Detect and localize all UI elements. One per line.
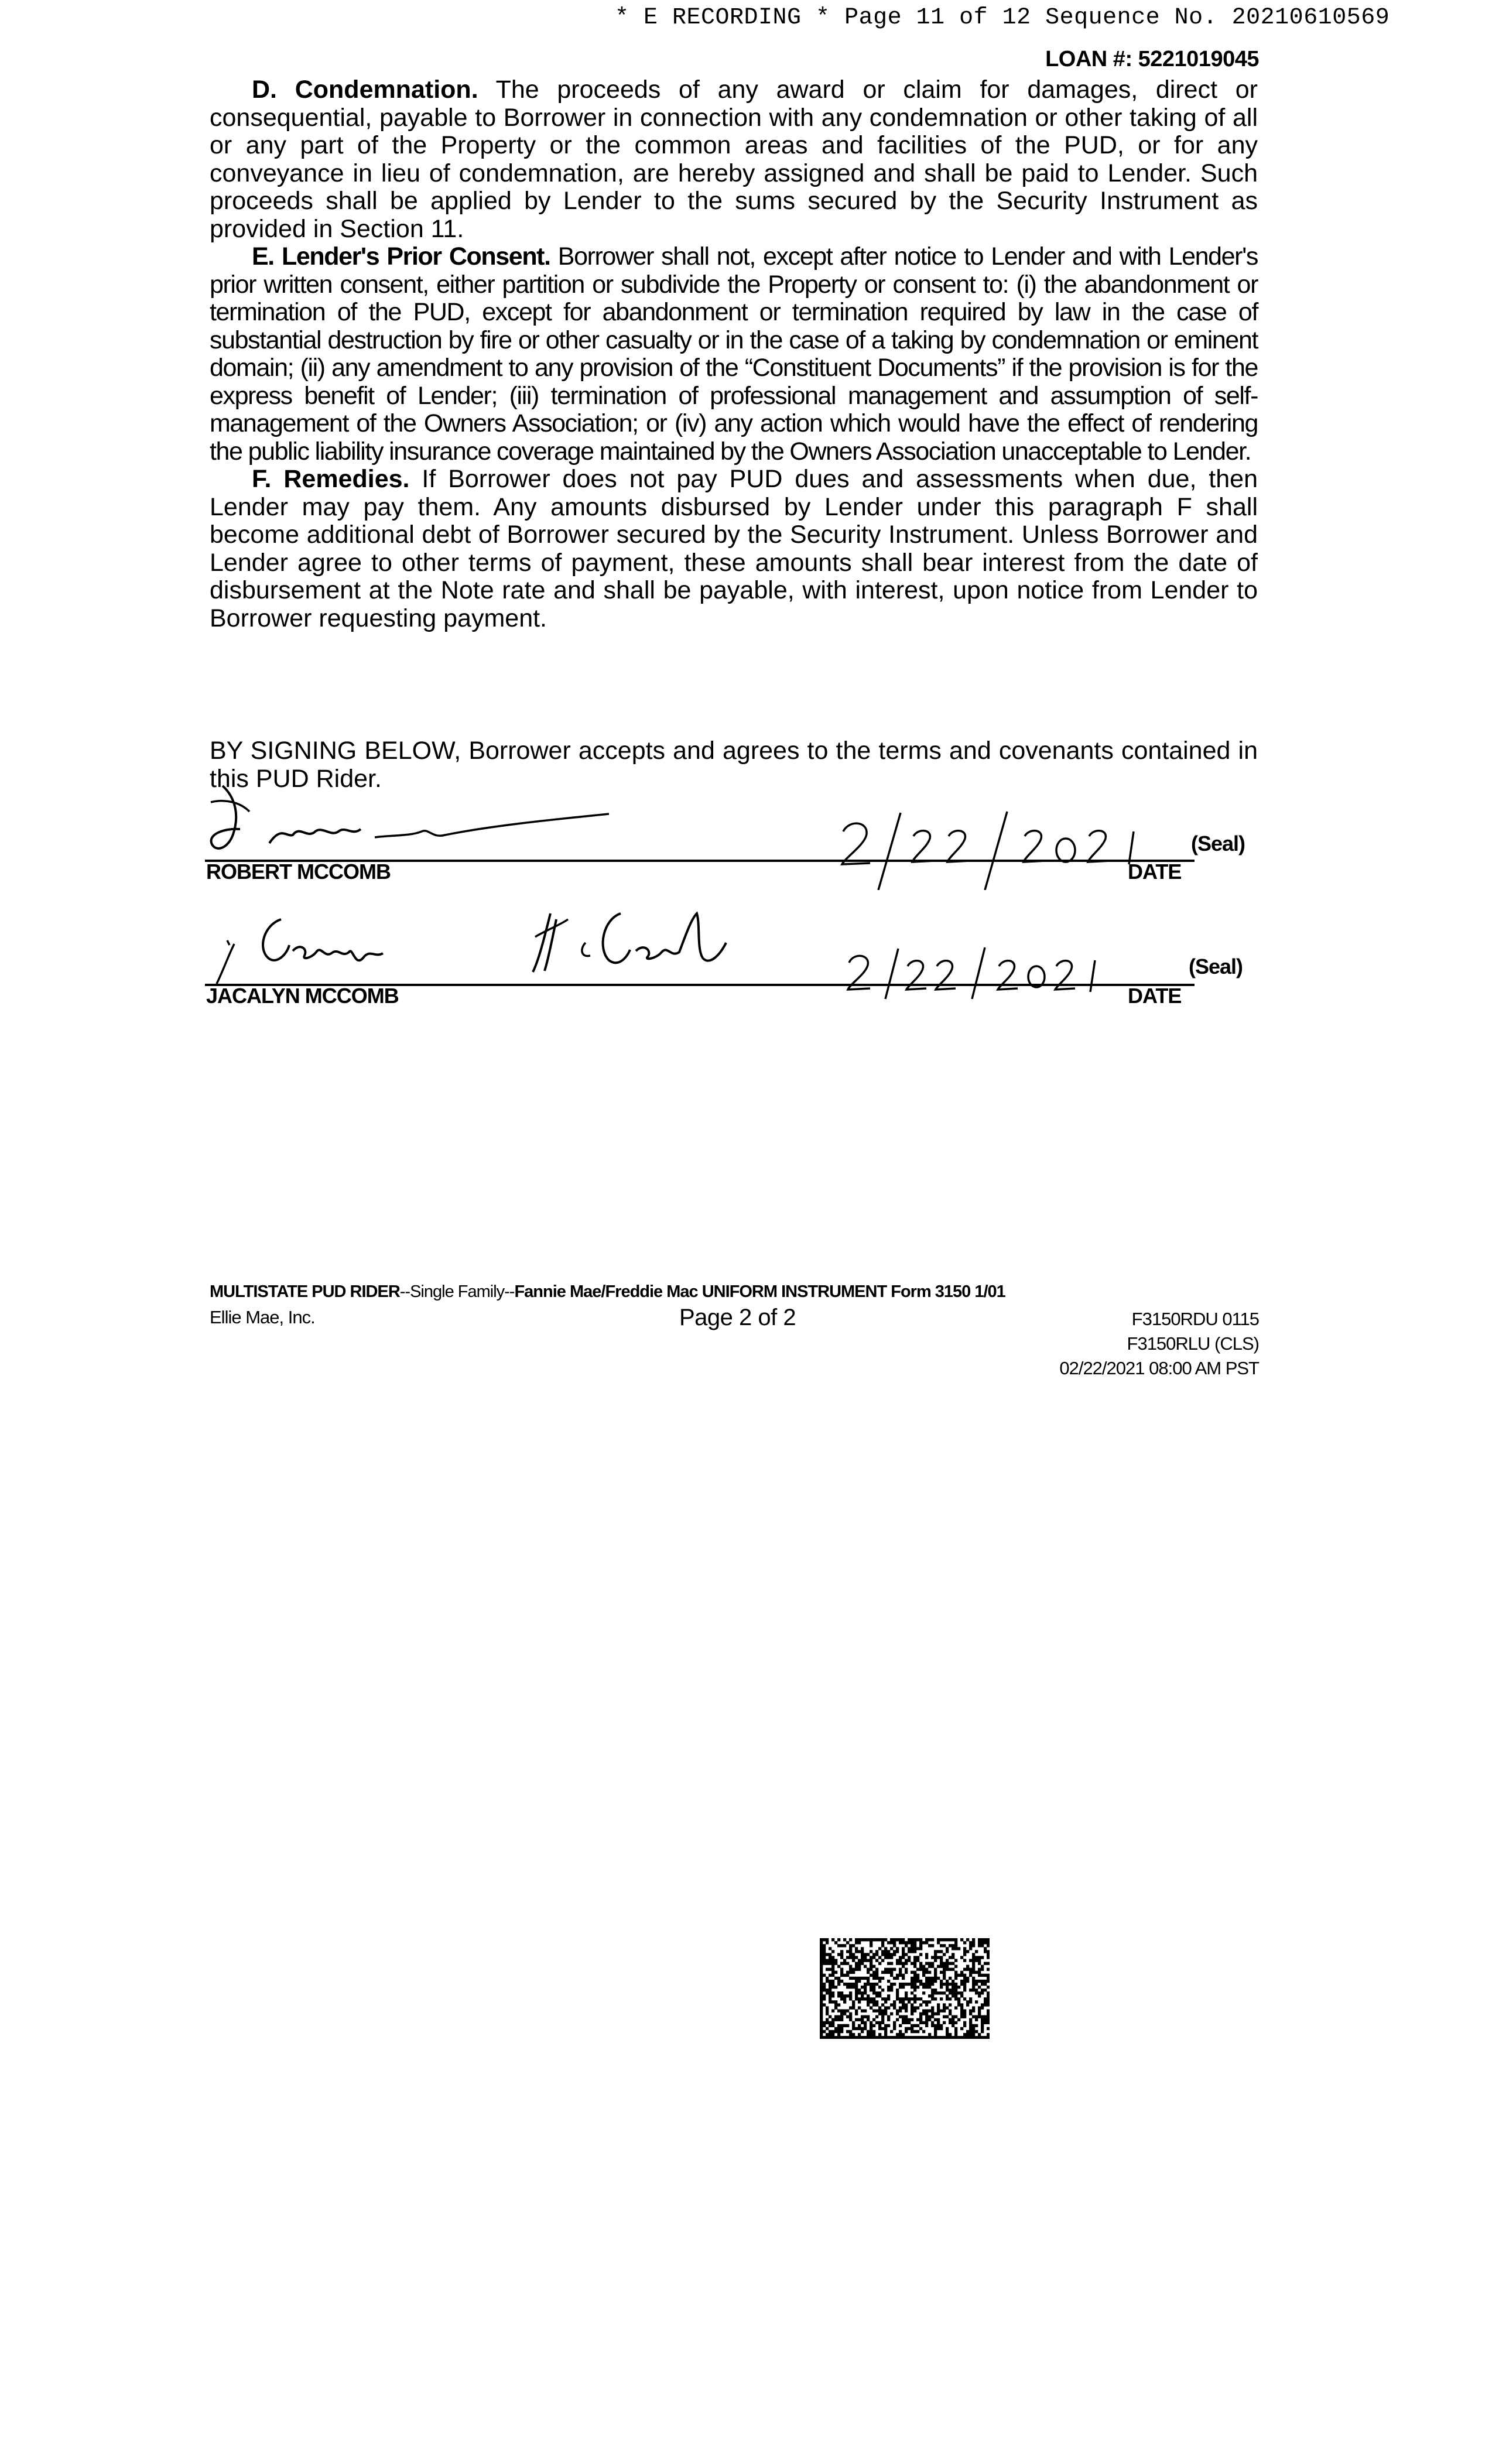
section-text: Borrower shall not, except after notice to Lender and with Lender's prior written consent, either partition or subdivide the Property or consent to: (i) the abandonment or termination of the PUD, except for abandonment or termination required by law in the case of substantial destruction by fire or other casualty or in the case of a taking by condemnation or eminent domain; (ii) any amendment to any provision of the “Constituent Documents” if the provision is for the express benefit of Lender; (iii) termination of professional management and assumption of self-management of the Owners Association; or (iv) any action which would have the effect of rendering the public liability insurance coverage maintained by the Owners Association unacceptable to Lender. (210, 242, 1258, 466)
section-heading: E. Lender's Prior Consent. (252, 242, 550, 271)
section-condemnation (210, 76, 1258, 243)
signer-name: ROBERT MCCOMB (206, 860, 391, 884)
section-remedies (210, 466, 1258, 632)
form-instrument: Fannie Mae/Freddie Mac UNIFORM INSTRUMENT Form 3150 1/01 (514, 1282, 1005, 1301)
print-timestamp: 02/22/2021 08:00 AM PST (1059, 1358, 1259, 1378)
signature-jacalyn-icon (199, 902, 785, 990)
rider-body (210, 76, 1258, 632)
date-label: DATE (1128, 860, 1182, 884)
signing-intro: BY SIGNING BELOW, Borrower accepts and agrees to the terms and covenants contained in this PUD Rider. (210, 737, 1258, 793)
handwritten-date-jacalyn-icon (837, 943, 1165, 1001)
vendor-name: Ellie Mae, Inc. (210, 1307, 315, 1327)
section-prior-consent (210, 243, 1258, 466)
section-heading: F. Remedies. (252, 465, 410, 493)
form-code: F3150RDU 0115 (1131, 1309, 1259, 1329)
signer-name: JACALYN MCCOMB (206, 984, 399, 1008)
form-identifier (210, 1282, 1005, 1302)
loan-number: LOAN #: 5221019045 (1045, 47, 1259, 71)
recording-header: * E RECORDING * Page 11 of 12 Sequence No. 20210610569 (615, 5, 1390, 31)
form-codes (966, 1307, 1259, 1381)
form-title: MULTISTATE PUD RIDER (210, 1282, 400, 1301)
signature-robert-icon (199, 779, 644, 861)
2d-barcode-icon (820, 1938, 990, 2039)
section-text: If Borrower does not pay PUD dues and assessments when due, then Lender may pay them. Any amounts disbursed by Lender under this paragraph F shall become additional debt of Borrower secured by the Security Instrument. Unless Borrower and Lender agree to other terms of payment, these amounts shall bear interest from the date of disbursement at the Note rate and shall be payable, with interest, upon notice from Lender to Borrower requesting payment. (210, 465, 1258, 632)
section-heading: D. Condemnation. (252, 76, 478, 104)
section-text: The proceeds of any award or claim for damages, direct or consequential, payable to Borrower in connection with any condemnation or other taking of all or any part of the Property or the common areas and facilities of the PUD, or for any conveyance in lieu of condemnation, are hereby assigned and shall be paid to Lender. Such proceeds shall be applied by Lender to the sums secured by the Security Instrument as provided in Section 11. (210, 76, 1258, 243)
date-label: DATE (1128, 984, 1182, 1008)
seal-label: (Seal) (1189, 954, 1243, 978)
seal-label: (Seal) (1191, 831, 1245, 855)
page-number: Page 2 of 2 (679, 1305, 796, 1330)
form-code: F3150RLU (CLS) (1127, 1333, 1259, 1354)
form-subtitle: --Single Family-- (399, 1282, 515, 1301)
